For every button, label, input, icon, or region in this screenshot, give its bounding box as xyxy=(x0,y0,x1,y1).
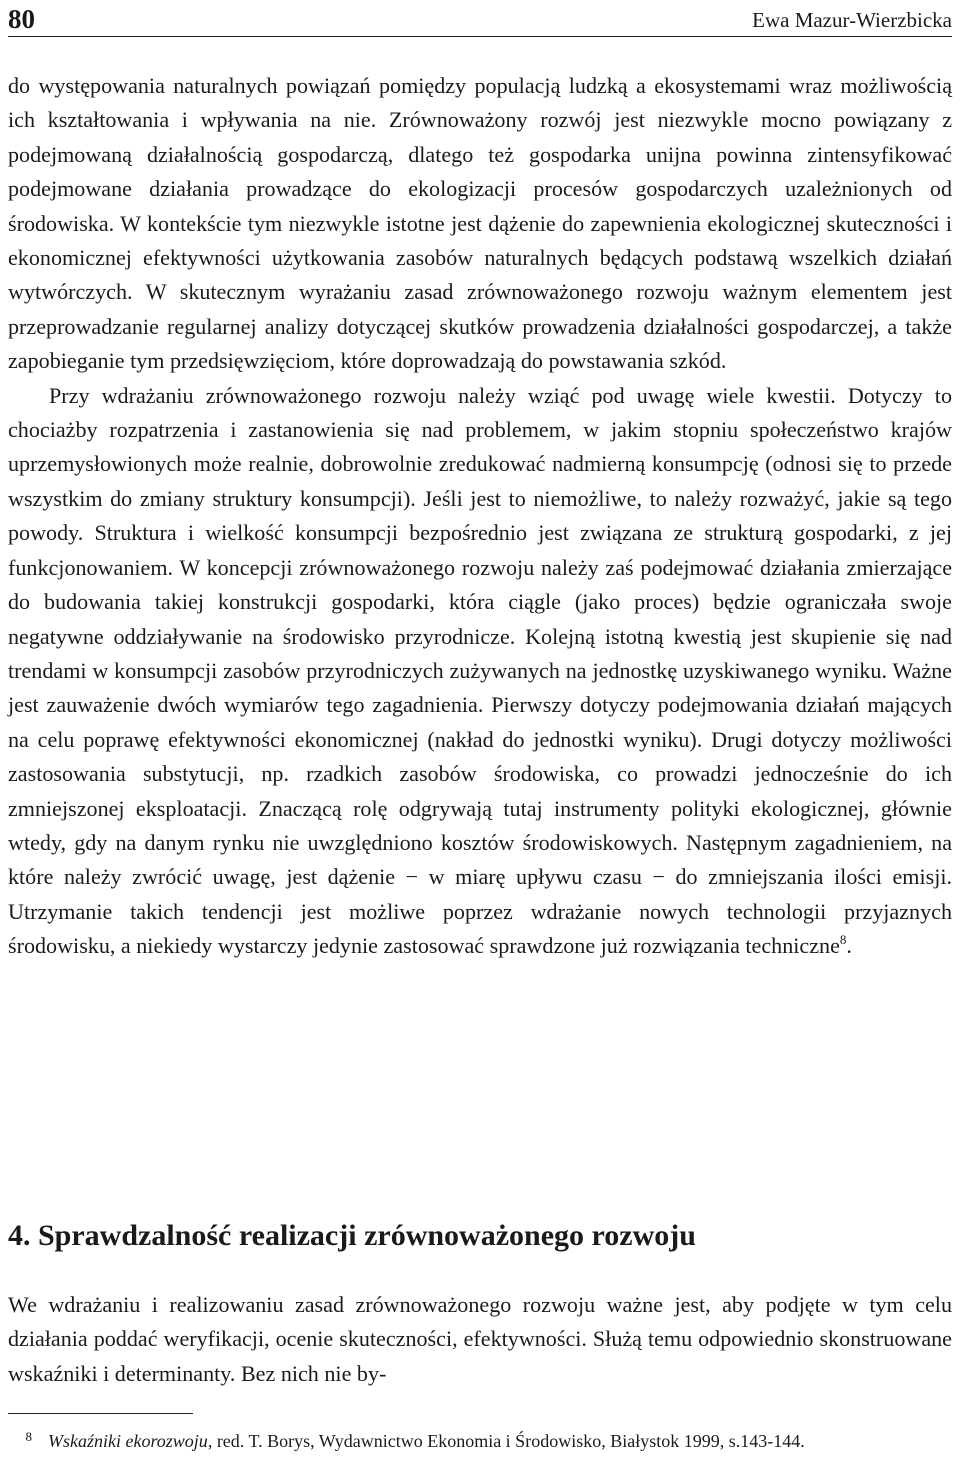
running-header-author: Ewa Mazur-Wierzbicka xyxy=(752,8,952,32)
body-text xyxy=(8,69,952,964)
paragraph-1-text: do występowania naturalnych powiązań pomiędzy populacją ludzką a ekosystemami wraz możliwością ich kształtowania i wpływania na nie. Zrównoważony rozwój jest niezwykle mocno powiązany z podejmowaną działalnością gospodarczą, dlatego też gospodarka unijna powinna zintensyfikować podejmowane działania prowadzące do ekologizacji procesów gospodarczych uzależnionych od środowiska. W kontekście tym niezwykle istotne jest dążenie do zapewnienia ekologicznej skuteczności i ekonomicznej efektywności użytkowania zasobów naturalnych będących podstawą wszelkich działań wytwórczych. W skutecznym wyrażaniu zasad zrównoważonego rozwoju ważnym elementem jest przeprowadzanie regularnej analizy dotyczącej skutków prowadzenia działalności gospodarczej, a także zapobieganie tym przedsięwzięciom, które doprowadzają do powstawania szkód. xyxy=(8,73,952,374)
paragraph-2-text: Przy wdrażaniu zrównoważonego rozwoju należy wziąć pod uwagę wiele kwestii. Dotyczy to chociażby rozpatrzenia i zastanowienia się nad problemem, w jakim stopniu społeczeństwo krajów uprzemysłowionych może realnie, dobrowolnie zredukować nadmierną konsumpcję (odnosi się to przede wszystkim do zmiany struktury konsumpcji). Jeśli jest to niemożliwe, to należy rozważyć, jakie są tego powody. Struktura i wielkość konsumpcji bezpośrednio jest związana ze strukturą gospodarki, z jej funkcjonowaniem. W koncepcji zrównoważonego rozwoju należy zaś podejmować działania zmierzające do budowania takiej konstrukcji gospodarki, która ciągle (jako proces) będzie ograniczała swoje negatywne oddziaływanie na środowisko przyrodnicze. Kolejną istotną kwestią jest skupienie się nad trendami w konsumpcji zasobów przyrodniczych zużywanych na jednostkę uzyskiwanego wyniku. Ważne jest zauważenie dwóch wymiarów tego zagadnienia. Pierwszy dotyczy podejmowania działań mających na celu poprawę efektywności ekonomicznej (nakład do jednostki wyniku). Drugi dotyczy możliwości zastosowania substytucji, np. rzadkich zasobów środowiska, co prowadzi jednocześnie do ich zmniejszonej eksploatacji. Znaczącą rolę odgrywają tutaj instrumenty polityki ekologicznej, głównie wtedy, gdy na danym rynku nie uwzględniono kosztów środowiskowych. Następnym zagadnieniem, na które należy zwrócić uwagę, jest dążenie − w miarę upływu czasu − do zmniejszania ilości emisji. Utrzymanie takich tendencji jest możliwe poprzez wdrażanie nowych technologii przyjaznych środowisku, a niekiedy wystarczy jedynie zastosować sprawdzone już rozwiązania techniczne xyxy=(8,382,952,959)
paragraph-2 xyxy=(8,379,952,964)
running-header xyxy=(8,6,952,37)
page-number: 80 xyxy=(8,4,35,34)
paragraph-2-end: . xyxy=(846,933,852,959)
paragraph-1 xyxy=(8,69,952,379)
footnote-divider xyxy=(8,1413,193,1414)
section-paragraph: We wdrażaniu i realizowaniu zasad zrównoważonego rozwoju ważne jest, aby podjęte w tym celu działania poddać weryfikacji, ocenie skuteczności, efektywności. Służą temu odpowiednio skonstruowane wskaźniki i determinanty. Bez nich nie by- xyxy=(8,1292,952,1386)
footnote-reference[interactable]: 8 xyxy=(839,932,847,948)
footnote: 8 Wskaźniki ekorozwoju, red. T. Borys, Wydawnictwo Ekonomia i Środowisko, Białystok 1999, s.143-144. xyxy=(25,1429,805,1451)
footnote-citation: , red. T. Borys, Wydawnictwo Ekonomia i Środowisko, Białystok 1999, s.143-144. xyxy=(207,1431,805,1451)
section-heading: 4. Sprawdzalność realizacji zrównoważonego rozwoju xyxy=(8,1219,696,1252)
footnote-title: Wskaźniki ekorozwoju xyxy=(48,1431,208,1451)
